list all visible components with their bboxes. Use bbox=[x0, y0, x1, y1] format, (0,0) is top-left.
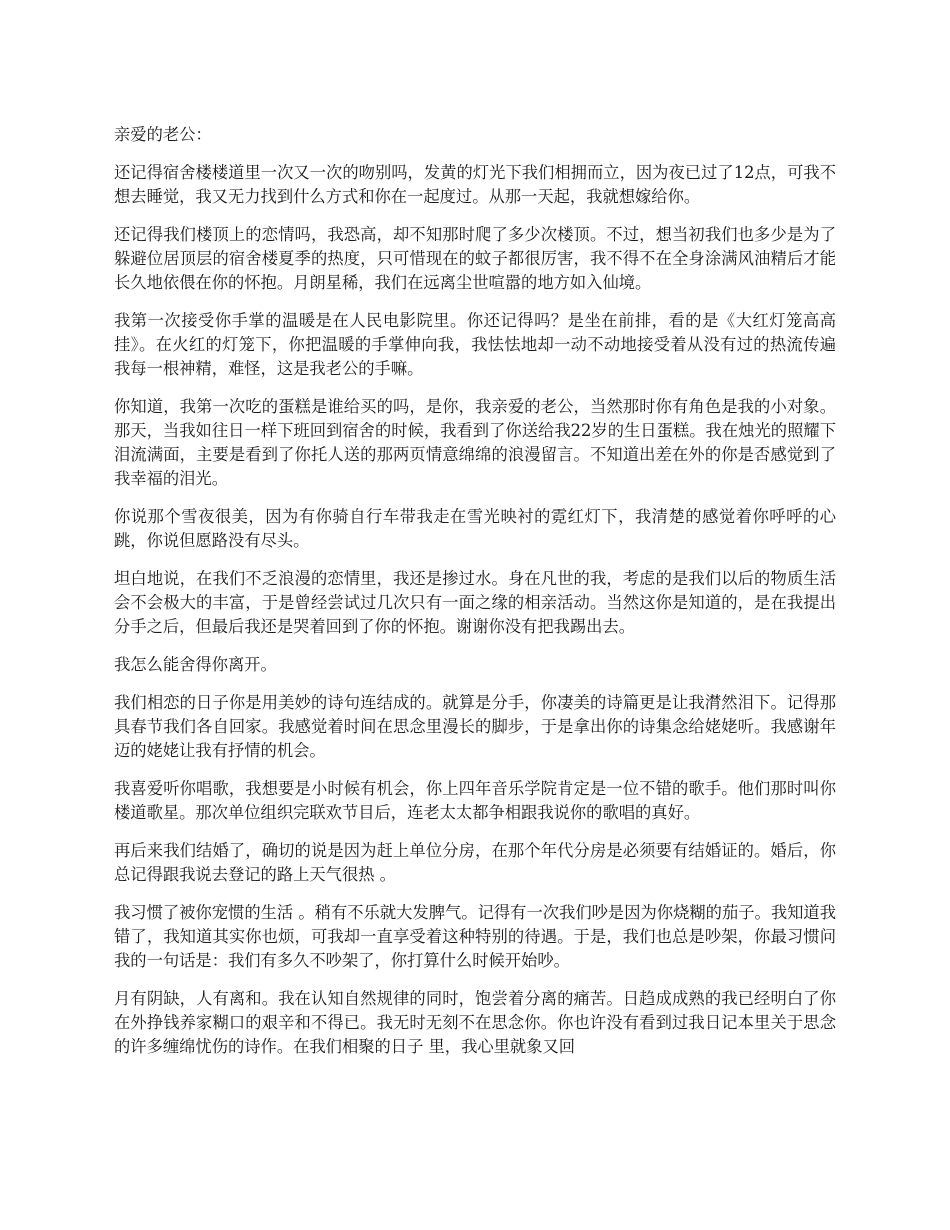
paragraph-10: 再后来我们结婚了，确切的说是因为赶上单位分房，在那个年代分房是必须要有结婚证的。婚后，你总记得跟我说去登记的路上天气很热 。 bbox=[114, 841, 836, 884]
paragraph-12: 月有阴缺，人有离和。我在认知自然规律的同时，饱尝着分离的痛苦。日趋成成熟的我已经明白了你在外挣钱养家糊口的艰辛和不得已。我无时无刻不在思念你。你也许没有看到过我日记本里关于思念的许多缠绵忧伤的诗作。在我们相聚的日子 里，我心里就象又回 bbox=[114, 989, 836, 1056]
paragraph-8: 我们相恋的日子你是用美妙的诗句连结成的。就算是分手，你凄美的诗篇更是让我潸然泪下。记得那具春节我们各自回家。我感觉着时间在思念里漫长的脚步，于是拿出你的诗集念给姥姥听。我感谢年迈的姥姥让我有抒情的机会。 bbox=[114, 693, 836, 760]
paragraph-9: 我喜爱听你唱歌，我想要是小时候有机会，你上四年音乐学院肯定是一位不错的歌手。他们那时叫你楼道歌星。那次单位组织完联欢节目后，连老太太都争相跟我说你的歌唱的真好。 bbox=[114, 779, 836, 822]
paragraph-11: 我习惯了被你宠惯的生活 。稍有不乐就大发脾气。记得有一次我们吵是因为你烧糊的茄子。我知道我错了，我知道其实你也烦，可我却一直享受着这种特别的待遇。于是，我们也总是吵架，你最习惯问我的一句话是：我们有多久不吵架了，你打算什么时候开始吵。 bbox=[114, 903, 836, 970]
paragraph-1: 还记得宿舍楼楼道里一次又一次的吻别吗，发黄的灯光下我们相拥而立，因为夜已过了12点，可我不想去睡觉，我又无力找到什么方式和你在一起度过。从那一天起，我就想嫁给你。 bbox=[114, 163, 836, 206]
paragraph-5: 你说那个雪夜很美，因为有你骑自行车带我走在雪光映衬的霓红灯下，我清楚的感觉着你呼呼的心跳，你说但愿路没有尽头。 bbox=[114, 507, 836, 550]
paragraph-4: 你知道，我第一次吃的蛋糕是谁给买的吗，是你，我亲爱的老公，当然那时你有角色是我的小对象。那天，当我如往日一样下班回到宿舍的时候，我看到了你送给我22岁的生日蛋糕。我在烛光的照耀下泪流满面，主要是看到了你托人送的那两页情意绵绵的浪漫留言。不知道出差在外的你是否感觉到了我幸福的泪光。 bbox=[114, 397, 836, 488]
paragraph-6: 坦白地说，在我们不乏浪漫的恋情里，我还是掺过水。身在凡世的我，考虑的是我们以后的物质生活会不会极大的丰富，于是曾经尝试过几次只有一面之缘的相亲活动。当然这你是知道的，是在我提出分手之后，但最后我还是哭着回到了你的怀抱。谢谢你没有把我踢出去。 bbox=[114, 569, 836, 636]
paragraph-2: 还记得我们楼顶上的恋情吗，我恐高，却不知那时爬了多少次楼顶。不过，想当初我们也多少是为了躲避位居顶层的宿舍楼夏季的热度，只可惜现在的蚊子都很厉害，我不得不在全身涂满风油精后才能长久地依偎在你的怀抱。月朗星稀，我们在远离尘世喧嚣的地方如入仙境。 bbox=[114, 225, 836, 292]
paragraph-7: 我怎么能舍得你离开。 bbox=[114, 655, 277, 674]
letter-greeting: 亲爱的老公： bbox=[114, 125, 212, 144]
paragraph-3: 我第一次接受你手掌的温暖是在人民电影院里。你还记得吗？是坐在前排，看的是《大红灯笼高高挂》。在火红的灯笼下，你把温暖的手掌伸向我，我怯怯地却一动不动地接受着从没有过的热流传遍我每一根神精，难怪，这是我老公的手嘛。 bbox=[114, 311, 836, 378]
